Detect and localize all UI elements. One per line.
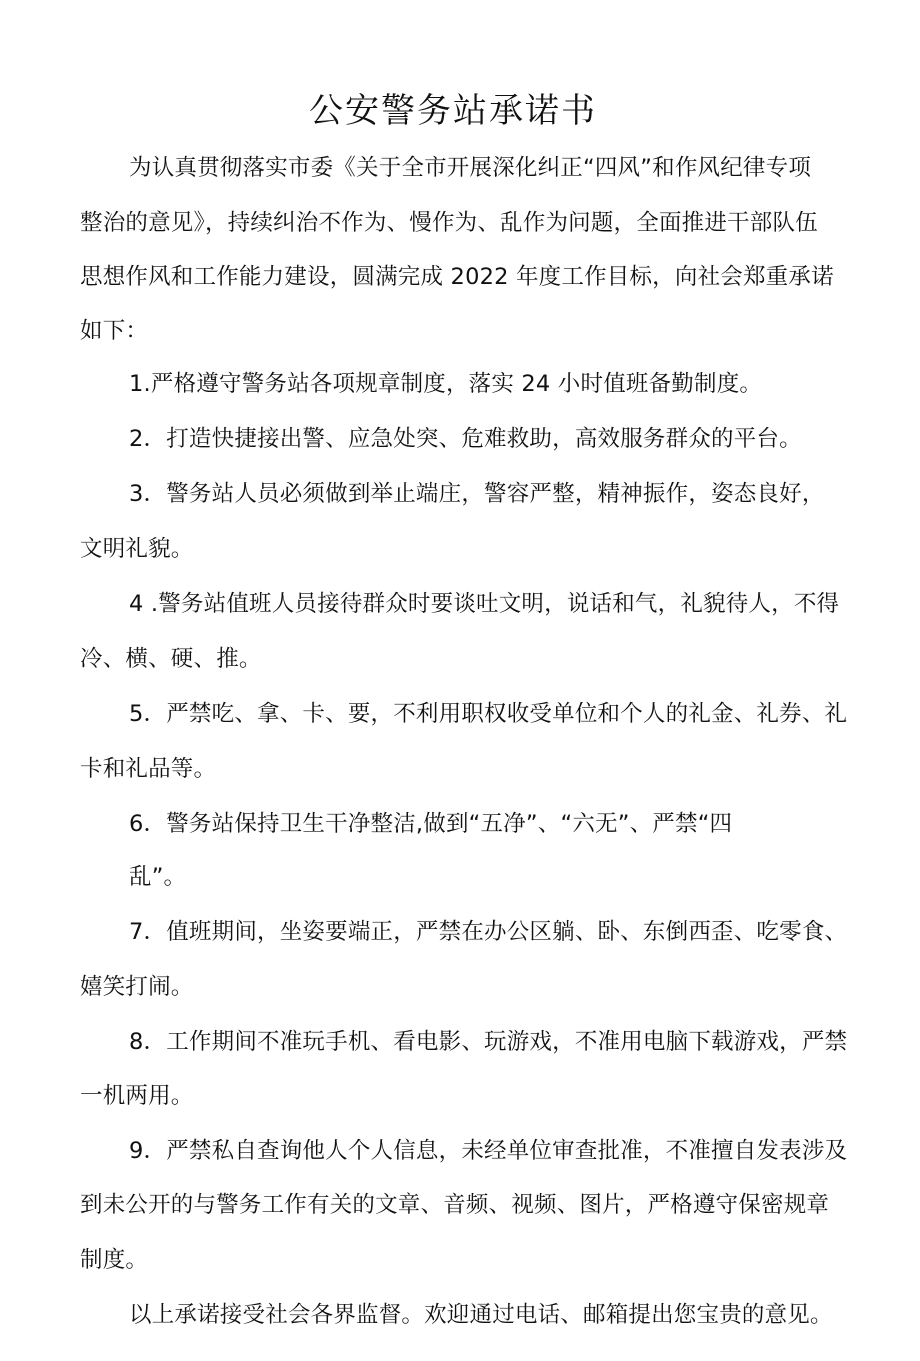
commitment-item-7-cont: 嬉笑打闹。 (80, 974, 194, 1000)
commitment-item-6: 6．警务站保持卫生干净整洁,做到“五净”、“六无”、严禁“四 (129, 811, 733, 837)
commitment-item-6-cont: 乱”。 (129, 864, 187, 890)
commitment-item-9-cont: 到未公开的与警务工作有关的文章、音频、视频、图片，严格遵守保密规章 (80, 1192, 830, 1218)
closing-statement: 以上承诺接受社会各界监督。欢迎通过电话、邮箱提出您宝贵的意见。 (129, 1302, 833, 1328)
commitment-item-9-cont: 制度。 (80, 1247, 149, 1273)
commitment-item-9: 9．严禁私自查询他人个人信息，未经单位审查批准，不准擅自发表涉及 (129, 1138, 848, 1164)
intro-line: 为认真贯彻落实市委《关于全市开展深化纠正“四风”和作风纪律专项 (129, 155, 812, 181)
commitment-item-5-cont: 卡和礼品等。 (80, 756, 217, 782)
document-title: 公安警务站承诺书 (309, 91, 597, 131)
commitment-item-7: 7．值班期间，坐姿要端正，严禁在办公区躺、卧、东倒西歪、吃零食、 (129, 919, 848, 945)
intro-line: 如下： (80, 318, 149, 344)
commitment-item-8-cont: 一机两用。 (80, 1083, 194, 1109)
intro-line: 思想作风和工作能力建设，圆满完成 2022 年度工作目标，向社会郑重承诺 (80, 264, 834, 290)
commitment-item-3-cont: 文明礼貌。 (80, 536, 194, 562)
commitment-item-3: 3．警务站人员必须做到举止端庄，警容严整，精神振作，姿态良好， (129, 481, 825, 507)
intro-line: 整治的意见》，持续纠治不作为、慢作为、乱作为问题，全面推进干部队伍 (80, 210, 818, 236)
commitment-item-8: 8．工作期间不准玩手机、看电影、玩游戏，不准用电脑下载游戏，严禁 (129, 1029, 848, 1055)
commitment-item-5: 5．严禁吃、拿、卡、要，不利用职权收受单位和个人的礼金、礼券、礼 (129, 701, 848, 727)
commitment-item-4-cont: 冷、横、硬、推。 (80, 646, 262, 672)
commitment-item-2: 2．打造快捷接出警、应急处突、危难救助，高效服务群众的平台。 (129, 426, 802, 452)
commitment-item-4: 4 .警务站值班人员接待群众时要谈吐文明，说话和气，礼貌待人，不得 (129, 591, 840, 617)
commitment-item-1: 1.严格遵守警务站各项规章制度，落实 24 小时值班备勤制度。 (129, 371, 763, 397)
